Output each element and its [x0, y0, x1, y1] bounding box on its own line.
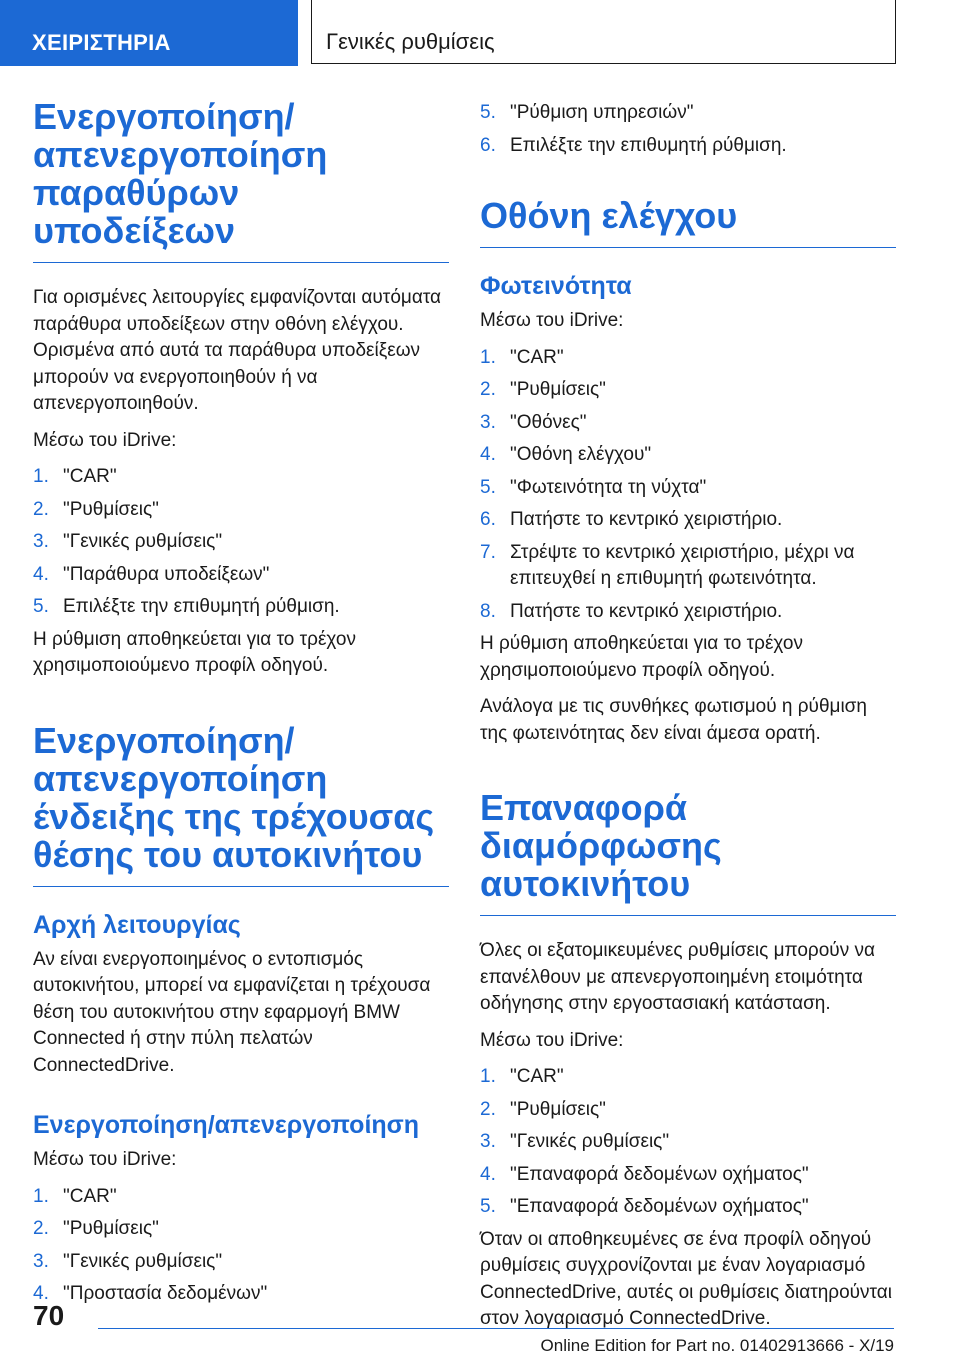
page-header [0, 0, 960, 66]
list-item [480, 1064, 896, 1091]
step-number: 5. [480, 476, 496, 498]
subheading-principle: Αρχή λειτουργίας [33, 910, 241, 939]
chapter-tab: ΧΕΙΡΙΣΤΗΡΙΑ [0, 0, 298, 66]
list-item [480, 1129, 896, 1156]
list-item [480, 377, 896, 404]
step-text: "Ρυθμίσεις" [63, 498, 159, 520]
list-item [480, 100, 896, 127]
step-text: "Ρυθμίσεις" [63, 1218, 159, 1239]
list-item [480, 410, 896, 437]
list-item [480, 1194, 896, 1221]
subheading-brightness: Φωτεινότητα [480, 272, 632, 300]
step-text: "Ρύθμιση υπηρεσιών" [510, 102, 694, 123]
step-text: "Προστασία δεδομένων" [63, 1283, 268, 1304]
paragraph: Όταν οι αποθηκευμένες σε ένα προφίλ οδηγού ρυθμίσεις συγχρονίζονται με έναν λογαριασμό ConnectedDrive, αυτές οι ρυθμίσεις διατηρούνται στον λογαριασμό ConnectedDrive. [480, 1228, 892, 1329]
list-item [480, 442, 896, 469]
step-text: "Γενικές ρυθμίσεις" [510, 1131, 670, 1152]
heading-vehicle-position: Ενεργοποίηση/απενεργοποίηση ένδειξης της τρέχουσας θέσης του αυτοκινήτου [33, 722, 449, 887]
step-text: "Επαναφορά δεδομένων οχήματος" [510, 1196, 809, 1217]
step-number: 4. [480, 444, 496, 465]
list-item [33, 464, 449, 491]
step-number: 2. [33, 498, 49, 520]
steps-vehicle-position-cont [480, 100, 896, 159]
idrive-path-label: Μέσω του iDrive: [33, 1149, 177, 1170]
step-text: "Οθόνη ελέγχου" [510, 444, 652, 465]
list-item [480, 345, 896, 372]
page-number: 70 [33, 1300, 65, 1331]
list-item [33, 1184, 449, 1211]
step-number: 6. [480, 134, 496, 156]
step-number: 6. [480, 509, 496, 530]
list-item [480, 540, 896, 593]
idrive-path-label: Μέσω του iDrive: [480, 1029, 624, 1051]
paragraph: Η ρύθμιση αποθηκεύεται για το τρέχον χρησιμοποιούμενο προφίλ οδηγού. [480, 633, 803, 681]
step-text: "Ρυθμίσεις" [510, 1098, 606, 1120]
steps-info-windows [33, 464, 449, 621]
step-number: 1. [480, 346, 496, 368]
list-item [480, 507, 896, 534]
step-number: 1. [33, 466, 49, 487]
step-text: "CAR" [510, 346, 564, 368]
idrive-path-label: Μέσω του iDrive: [480, 310, 624, 331]
section-title: Γενικές ρυθμίσεις [311, 0, 896, 64]
step-number: 1. [480, 1066, 496, 1087]
step-text: Στρέψτε το κεντρικό χειριστήριο, μέχρι να επιτευχθεί η επιθυμητή φωτεινότητα. [510, 541, 855, 589]
step-number: 7. [480, 541, 496, 563]
step-text: "CAR" [63, 466, 117, 487]
list-item [33, 529, 449, 556]
step-number: 5. [33, 596, 49, 617]
step-number: 2. [480, 379, 496, 400]
step-text: "Παράθυρα υποδείξεων" [63, 563, 270, 585]
step-number: 2. [480, 1098, 496, 1120]
paragraph: Όλες οι εξατομικευμένες ρυθμίσεις μπορούν να επανέλθουν με απενεργοποιημένη ετοιμότητα οδήγησης στην εργοστασιακή κατάσταση. [480, 940, 875, 1014]
step-number: 4. [33, 1283, 49, 1304]
step-text: "Επαναφορά δεδομένων οχήματος" [510, 1163, 809, 1185]
step-number: 1. [33, 1185, 49, 1207]
step-number: 3. [33, 1250, 49, 1272]
step-number: 5. [480, 1196, 496, 1217]
heading-reset-configuration: Επαναφορά διαμόρφωσης αυτοκινήτου [480, 789, 896, 916]
step-number: 3. [33, 531, 49, 552]
step-number: 4. [33, 563, 49, 585]
list-item [33, 1216, 449, 1243]
list-item [33, 497, 449, 524]
paragraph: Ανάλογα με τις συνθήκες φωτισμού η ρύθμιση της φωτεινότητας δεν είναι άμεσα ορατή. [480, 696, 867, 744]
list-item [480, 1162, 896, 1189]
step-number: 3. [480, 1131, 496, 1152]
step-text: "CAR" [63, 1185, 117, 1207]
step-text: "Γενικές ρυθμίσεις" [63, 1250, 223, 1272]
list-item [33, 562, 449, 589]
paragraph: Η ρύθμιση αποθηκεύεται για το τρέχον χρησιμοποιούμενο προφίλ οδηγού. [33, 628, 356, 676]
left-column [33, 98, 449, 1314]
step-number: 5. [480, 102, 496, 123]
paragraph: Αν είναι ενεργοποιημένος ο εντοπισμός αυτοκινήτου, μπορεί να εμφανίζεται η τρέχουσα θέση του αυτοκινήτου στην εφαρμογή BMW Connected ή στην πύλη πελατών ConnectedDrive. [33, 948, 431, 1076]
steps-reset [480, 1064, 896, 1221]
subheading-toggle: Ενεργοποίηση/απενεργοποίηση [33, 1111, 420, 1139]
step-number: 8. [480, 600, 496, 622]
step-text: "Φωτεινότητα τη νύχτα" [510, 476, 707, 498]
steps-vehicle-position [33, 1184, 449, 1308]
step-number: 2. [33, 1218, 49, 1239]
paragraph: Για ορισμένες λειτουργίες εμφανίζονται αυτόματα παράθυρα υποδείξεων στην οθόνη ελέγχου. Ορισμένα από αυτά τα παράθυρα υποδείξεων μπορούν να ενεργοποιηθούν ή να απενεργοποιηθούν. [33, 287, 442, 414]
footer-divider [98, 1328, 894, 1329]
list-item [480, 599, 896, 626]
step-text: "Οθόνες" [510, 411, 587, 433]
list-item [33, 1249, 449, 1276]
edition-footer: Online Edition for Part no. 01402913666 - X/19 [540, 1336, 894, 1355]
step-number: 3. [480, 411, 496, 433]
steps-brightness [480, 345, 896, 626]
step-text: "Ρυθμίσεις" [510, 379, 606, 400]
step-text: Επιλέξτε την επιθυμητή ρύθμιση. [510, 134, 787, 156]
list-item [480, 133, 896, 160]
step-text: Πατήστε το κεντρικό χειριστήριο. [510, 600, 783, 622]
step-text: "Γενικές ρυθμίσεις" [63, 531, 223, 552]
list-item [33, 1281, 449, 1308]
right-column [480, 100, 896, 1343]
heading-control-display: Οθόνη ελέγχου [480, 197, 896, 248]
idrive-path-label: Μέσω του iDrive: [33, 429, 177, 451]
list-item [480, 475, 896, 502]
step-text: Πατήστε το κεντρικό χειριστήριο. [510, 509, 783, 530]
step-text: Επιλέξτε την επιθυμητή ρύθμιση. [63, 596, 340, 617]
list-item [33, 594, 449, 621]
list-item [480, 1097, 896, 1124]
heading-info-windows: Ενεργοποίηση/απενεργοποίηση παραθύρων υποδείξεων [33, 98, 449, 263]
step-number: 4. [480, 1163, 496, 1185]
step-text: "CAR" [510, 1066, 564, 1087]
